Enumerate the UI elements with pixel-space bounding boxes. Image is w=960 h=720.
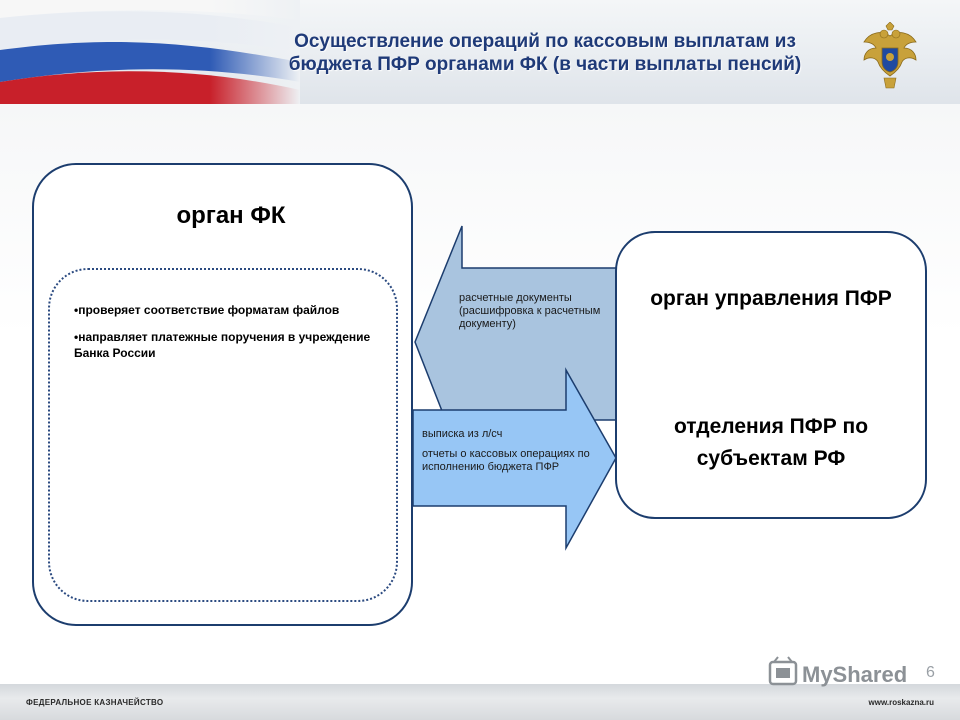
watermark-text: MyShared — [802, 662, 908, 687]
page-number: 6 — [926, 664, 935, 681]
fk-functions-list — [74, 302, 374, 372]
pfr-branches: отделения ПФР по субъектам РФ — [673, 415, 869, 470]
pfr-title: орган управления ПФР — [650, 287, 892, 310]
pfr-box — [615, 231, 927, 519]
footer-organization: ФЕДЕРАЛЬНОЕ КАЗНАЧЕЙСТВО — [26, 698, 164, 707]
fk-title: орган ФК — [176, 202, 286, 229]
arrow-to-pfr-labels — [422, 428, 592, 481]
arrow-to-pfr-label: выписка из л/сч — [422, 428, 503, 440]
fk-function-item: • проверяет соответствие форматам файлов — [74, 302, 374, 318]
slide-title-line-1: Осуществление операций по кассовым выплатам из — [294, 31, 796, 52]
arrow-to-pfr-label: отчеты о кассовых операциях по исполнению бюджета ПФР — [422, 448, 590, 473]
slide-title-line-2: бюджета ПФР органами ФК (в части выплаты пенсий) — [288, 54, 802, 75]
fk-function-item: • направляет платежные поручения в учреждение Банка России — [74, 329, 374, 361]
myshared-logo-icon — [768, 656, 928, 692]
footer-website-link[interactable]: www.roskazna.ru — [868, 698, 934, 707]
arrow-to-fk-label: расчетные документы (расшифровка к расчетным документу) — [459, 292, 601, 330]
